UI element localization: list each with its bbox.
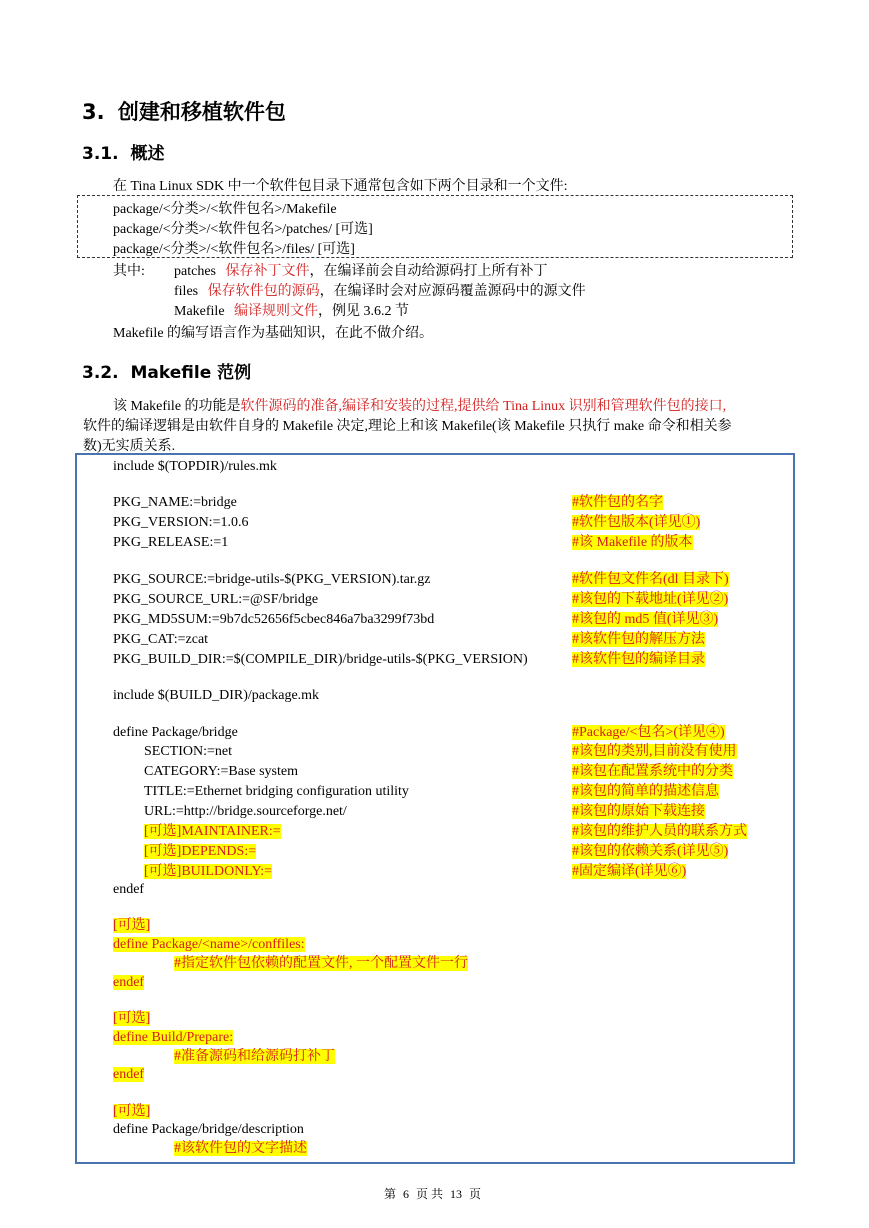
code-line: PKG_SOURCE:=bridge-utils-$(PKG_VERSION).tar.gz xyxy=(113,572,431,587)
code-line-optional: [可选]MAINTAINER:= xyxy=(144,824,281,839)
code-comment: #该包的维护人员的联系方式 xyxy=(572,824,747,839)
section-number: 3. xyxy=(82,100,105,124)
para-highlight: 软件源码的准备,编译和安装的过程,提供给 Tina Linux 识别和管理软件包的接口, xyxy=(240,399,727,414)
subsection-heading-example xyxy=(82,358,251,383)
code-comment: #该软件包的文字描述 xyxy=(174,1141,307,1156)
code-line: endef xyxy=(113,882,145,897)
subsection-heading-overview xyxy=(82,139,165,164)
page-total: 13 xyxy=(450,1187,463,1201)
note-desc: 编译规则文件 xyxy=(234,304,319,319)
path-line: package/<分类>/<软件包名>/files/ [可选] xyxy=(113,242,355,257)
subsection-number: 3.1. xyxy=(82,144,119,164)
page-footer xyxy=(384,1185,481,1202)
note-desc: 保存软件包的源码 xyxy=(207,284,320,299)
code-comment: #该 Makefile 的版本 xyxy=(572,535,693,550)
note-rest: ，在编译前会自动给源码打上所有补丁 xyxy=(309,264,548,279)
subsection-title: Makefile 范例 xyxy=(130,363,252,383)
subsection-number: 3.2. xyxy=(82,363,119,383)
overview-closing: Makefile 的编写语言作为基础知识，在此不做介绍。 xyxy=(113,326,434,341)
note-name: Makefile xyxy=(174,304,225,319)
note-item xyxy=(174,260,547,280)
code-line: PKG_VERSION:=1.0.6 xyxy=(113,515,249,530)
code-line-optional: define Build/Prepare: xyxy=(113,1030,234,1045)
code-line: PKG_BUILD_DIR:=$(COMPILE_DIR)/bridge-utils-$(PKG_VERSION) xyxy=(113,652,528,667)
code-comment: #该包在配置系统中的分类 xyxy=(572,764,733,779)
code-line-optional: endef xyxy=(113,975,145,990)
code-comment: #该包的原始下载连接 xyxy=(572,804,705,819)
notes-label: 其中: xyxy=(113,264,145,279)
note-rest: ，在编译时会对应源码覆盖源码中的源文件 xyxy=(319,284,586,299)
footer-suffix: 页 xyxy=(469,1187,482,1201)
optional-tag: [可选] xyxy=(113,1011,151,1026)
code-line: include $(BUILD_DIR)/package.mk xyxy=(113,688,320,703)
example-paragraph-line1 xyxy=(113,395,726,415)
code-line: PKG_NAME:=bridge xyxy=(113,495,237,510)
code-line: SECTION:=net xyxy=(144,744,232,759)
code-comment: #该包的下载地址(详见②) xyxy=(572,592,729,607)
note-rest: ，例见 3.6.2 节 xyxy=(318,304,410,319)
code-line-optional: endef xyxy=(113,1067,145,1082)
optional-tag: [可选] xyxy=(113,1104,151,1119)
note-item xyxy=(174,280,586,300)
page-number: 6 xyxy=(403,1187,410,1201)
code-line: include $(TOPDIR)/rules.mk xyxy=(113,459,277,474)
code-comment: #软件包文件名(dl 目录下) xyxy=(572,572,729,587)
code-line: TITLE:=Ethernet bridging configuration utility xyxy=(144,784,409,799)
code-comment: #固定编译(详见⑥) xyxy=(572,864,687,879)
code-line: PKG_CAT:=zcat xyxy=(113,632,209,647)
code-comment: #准备源码和给源码打补丁 xyxy=(174,1049,335,1064)
example-paragraph-line2: 软件的编译逻辑是由软件自身的 Makefile 决定,理论上和该 Makefile(该 Makefile 只执行 make 命令和相关参 xyxy=(83,419,732,434)
code-line-optional: define Package/<name>/conffiles: xyxy=(113,937,305,952)
code-comment: #该软件包的编译目录 xyxy=(572,652,705,667)
note-name: files xyxy=(174,284,199,299)
footer-mid: 页 共 xyxy=(416,1187,444,1201)
code-comment: #该软件包的解压方法 xyxy=(572,632,705,647)
code-comment: #软件包版本(详见①) xyxy=(572,515,701,530)
code-line-optional: [可选]DEPENDS:= xyxy=(144,844,257,859)
subsection-title: 概述 xyxy=(130,144,165,164)
path-line: package/<分类>/<软件包名>/Makefile xyxy=(113,202,337,217)
note-desc: 保存补丁文件 xyxy=(225,264,310,279)
code-line: PKG_SOURCE_URL:=@SF/bridge xyxy=(113,592,319,607)
code-comment: #该包的类别,目前没有使用 xyxy=(572,744,737,759)
code-line: CATEGORY:=Base system xyxy=(144,764,298,779)
code-line: URL:=http://bridge.sourceforge.net/ xyxy=(144,804,347,819)
para-text: 该 Makefile 的功能是 xyxy=(113,399,241,414)
code-comment: #该包的依赖关系(详见⑤) xyxy=(572,844,729,859)
code-comment: #该包的简单的描述信息 xyxy=(572,784,719,799)
code-line: PKG_RELEASE:=1 xyxy=(113,535,229,550)
section-title: 创建和移植软件包 xyxy=(117,100,286,124)
code-comment: #软件包的名字 xyxy=(572,495,663,510)
code-line: define Package/bridge xyxy=(113,725,238,740)
overview-intro: 在 Tina Linux SDK 中一个软件包目录下通常包含如下两个目录和一个文件: xyxy=(113,179,568,194)
code-line: PKG_MD5SUM:=9b7dc52656f5cbec846a7ba3299f73bd xyxy=(113,612,435,627)
optional-tag: [可选] xyxy=(113,918,151,933)
example-paragraph-line3: 数)无实质关系. xyxy=(83,439,176,454)
footer-prefix: 第 xyxy=(384,1187,397,1201)
path-line: package/<分类>/<软件包名>/patches/ [可选] xyxy=(113,222,373,237)
note-name: patches xyxy=(174,264,216,279)
code-comment: #指定软件包依赖的配置文件, 一个配置文件一行 xyxy=(174,956,468,971)
code-comment: #Package/<包名>(详见④) xyxy=(572,725,725,740)
code-comment: #该包的 md5 值(详见③) xyxy=(572,612,719,627)
section-heading xyxy=(82,96,286,126)
code-line: define Package/bridge/description xyxy=(113,1122,304,1137)
code-line-optional: [可选]BUILDONLY:= xyxy=(144,864,273,879)
note-item xyxy=(174,300,409,320)
